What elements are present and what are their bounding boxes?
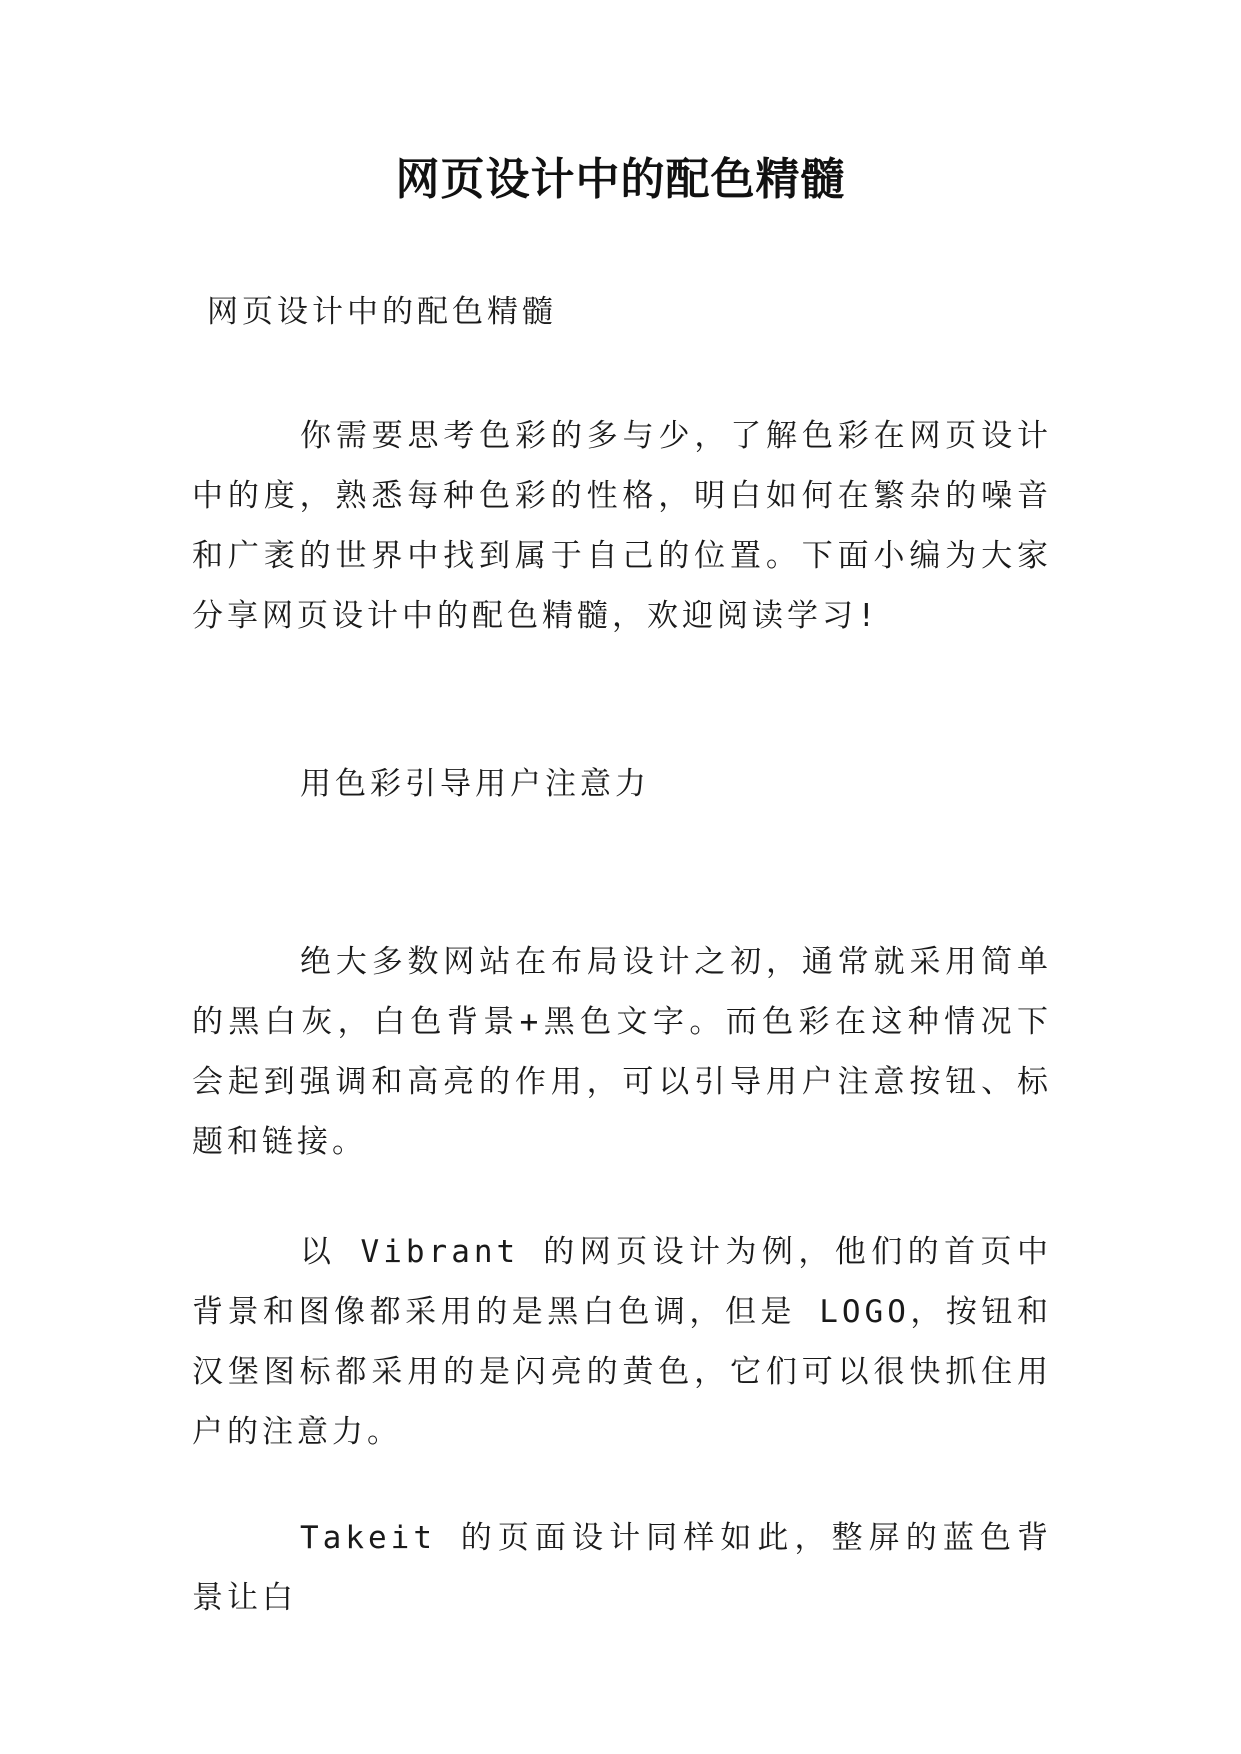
intro-paragraph: 你需要思考色彩的多与少，了解色彩在网页设计中的度，熟悉每种色彩的性格，明白如何在繁杂的噪音和广袤的世界中找到属于自己的位置。下面小编为大家分享网页设计中的配色精髓，欢迎阅读学习!	[192, 418, 1052, 634]
document-title: 网页设计中的配色精髓	[395, 154, 846, 205]
body-paragraph-vibrant-example: 以 Vibrant 的网页设计为例，他们的首页中背景和图像都采用的是黑白色调，但是 LOGO，按钮和汉堡图标都采用的是闪亮的黄色，它们可以很快抓住用户的注意力。	[192, 1234, 1052, 1450]
document-subtitle: 网页设计中的配色精髓	[207, 294, 557, 330]
section-heading: 用色彩引导用户注意力	[300, 766, 650, 802]
body-paragraph-takeit-example: Takeit 的页面设计同样如此，整屏的蓝色背景让白	[192, 1520, 1052, 1616]
body-paragraph-color-emphasis: 绝大多数网站在布局设计之初，通常就采用简单的黑白灰，白色背景+黑色文字。而色彩在这种情况下会起到强调和高亮的作用，可以引导用户注意按钮、标题和链接。	[192, 944, 1052, 1160]
